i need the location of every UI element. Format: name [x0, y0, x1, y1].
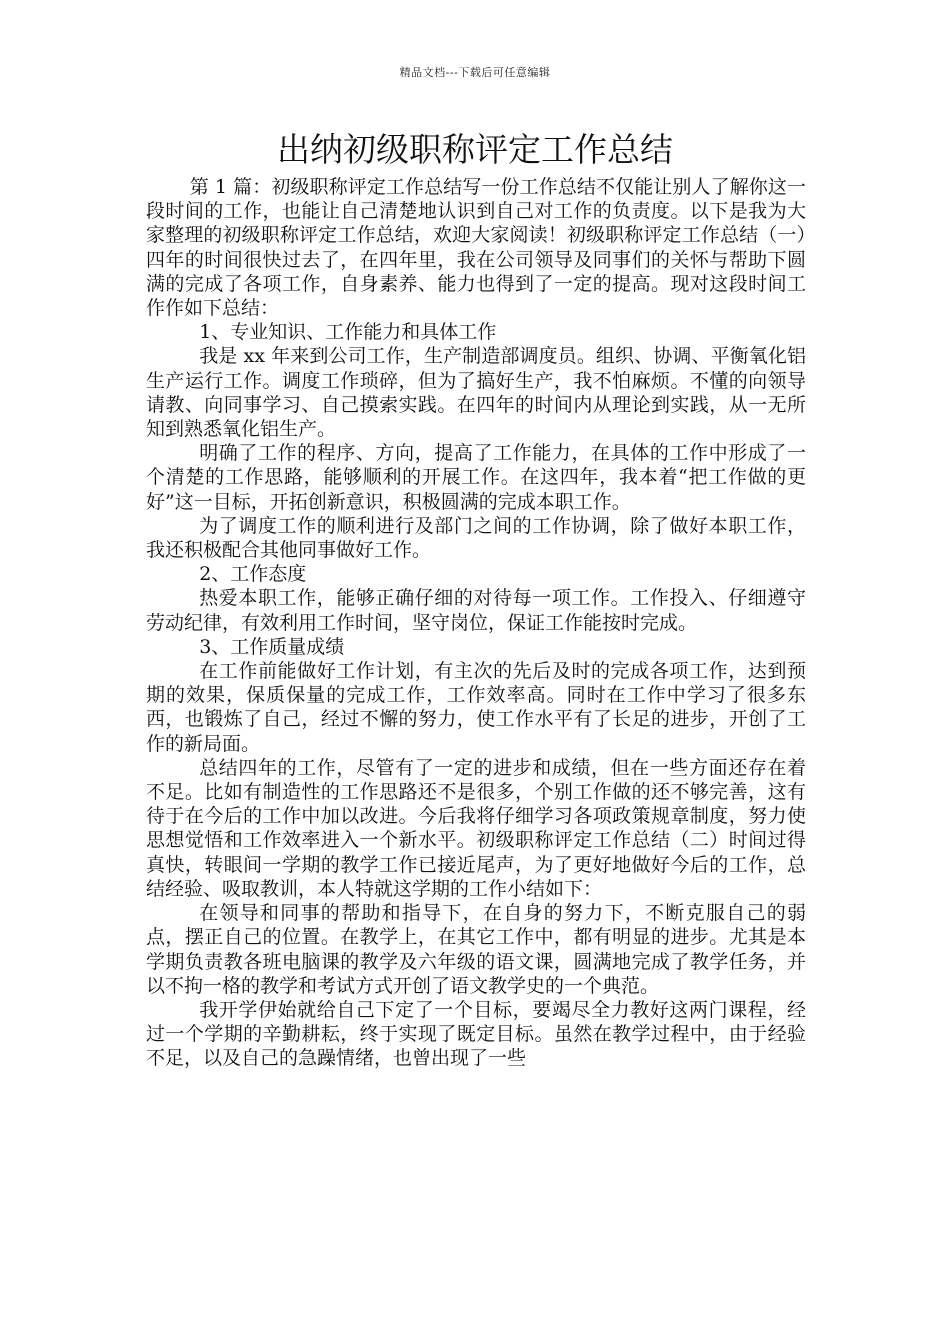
paragraph: 我是 xx 年来到公司工作，生产制造部调度员。组织、协调、平衡氧化铝生产运行工作。调度工作琐碎，但为了搞好生产，我不怕麻烦。不懂的向领导请教、向同事学习、自己摸索实践。在四年的时间内从理论到实践，从一无所知到熟悉氧化铝生产。: [146, 345, 806, 441]
paragraph-intro: 第 1 篇：初级职称评定工作总结写一份工作总结不仅能让别人了解你这一段时间的工作，也能让自己清楚地认识到自己对工作的负责度。以下是我为大家整理的初级职称评定工作总结，欢迎大家阅读！初级职称评定工作总结（一）四年的时间很快过去了，在四年里，我在公司领导及同事们的关怀与帮助下圆满的完成了各项工作，自身素养、能力也得到了一定的提高。现对这段时间工作作如下总结：: [146, 176, 806, 320]
paragraph: 热爱本职工作，能够正确仔细的对待每一项工作。工作投入、仔细遵守劳动纪律，有效利用工作时间，坚守岗位，保证工作能按时完成。: [146, 587, 806, 634]
section-heading-2: 2、工作态度: [199, 563, 307, 586]
paragraph: 明确了工作的程序、方向，提高了工作能力，在具体的工作中形成了一个清楚的工作思路，能够顺利的开展工作。在这四年，我本着“把工作做的更好”这一目标，开拓创新意识，积极圆满的完成本职工作。: [146, 442, 806, 513]
paragraph: 在领导和同事的帮助和指导下，在自身的努力下，不断克服自己的弱点，摆正自己的位置。在教学上，在其它工作中，都有明显的进步。尤其是本学期负责教各班电脑课的教学及六年级的语文课，圆满地完成了教学任务，并以不拘一格的教学和考试方式开创了语文教学史的一个典范。: [146, 902, 806, 997]
paragraph: 总结四年的工作，尽管有了一定的进步和成绩，但在一些方面还存在着不足。比如有制造性的工作思路还不是很多，个别工作做的还不够完善，这有待于在今后的工作中加以改进。今后我将仔细学习各项政策规章制度，努力使思想觉悟和工作效率进入一个新水平。初级职称评定工作总结（二）时间过得真快，转眼间一学期的教学工作已接近尾声，为了更好地做好今后的工作，总结经验、吸取教训，本人特就这学期的工作小结如下：: [146, 756, 806, 900]
page-header-note: 精品文档---下载后可任意编辑: [399, 66, 551, 79]
paragraph: 我开学伊始就给自己下定了一个目标，要竭尽全力教好这两门课程，经过一个学期的辛勤耕耘，终于实现了既定目标。虽然在教学过程中，由于经验不足，以及自己的急躁情绪，也曾出现了一些: [146, 998, 806, 1070]
paragraph: 在工作前能做好工作计划，有主次的先后及时的完成各项工作，达到预期的效果，保质保量的完成工作，工作效率高。同时在工作中学习了很多东西，也锻炼了自己，经过不懈的努力，使工作水平有了长足的进步，开创了工作的新局面。: [146, 660, 806, 755]
section-heading-3: 3、工作质量成绩: [199, 635, 345, 658]
paragraph: 为了调度工作的顺利进行及部门之间的工作协调，除了做好本职工作，我还积极配合其他同事做好工作。: [146, 514, 806, 562]
section-heading-1: 1、专业知识、工作能力和具体工作: [199, 321, 497, 344]
document-title: 出纳初级职称评定工作总结: [277, 130, 673, 169]
document-body: [146, 175, 806, 1071]
